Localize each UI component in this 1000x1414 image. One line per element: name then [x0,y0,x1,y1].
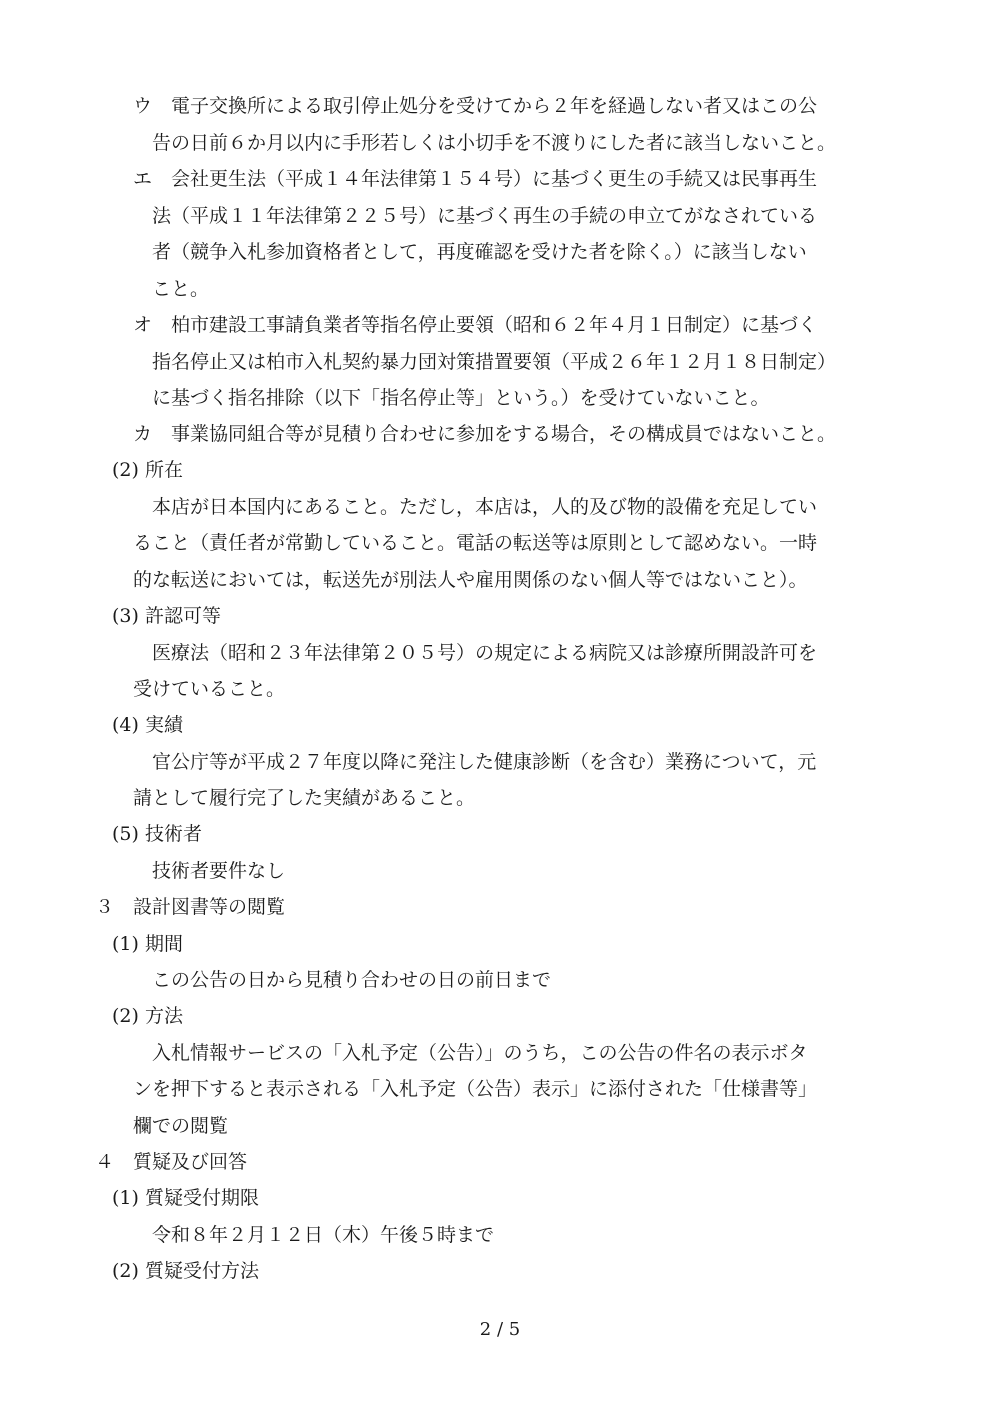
text-line: 入札情報サービスの「入札予定（公告）」のうち，この公告の件名の表示ボタ [152,1042,808,1064]
text-line: 令和８年２月１２日（木）午後５時まで [152,1224,495,1246]
text-line: 欄での閲覧 [133,1115,229,1137]
page-number: 2 / 5 [479,1319,521,1340]
text-line: カ 事業協同組合等が見積り合わせに参加をする場合，その構成員ではないこと。 [133,423,837,445]
text-line: この公告の日から見積り合わせの日の前日まで [152,969,552,991]
text-line: ること（責任者が常勤していること。電話の転送等は原則として認めない。一時 [133,532,818,554]
text-line: 告の日前６か月以内に手形若しくは小切手を不渡りにした者に該当しないこと。 [152,132,837,154]
text-line: エ 会社更生法（平成１４年法律第１５４号）に基づく更生の手続又は民事再生 [133,168,818,190]
text-line: 医療法（昭和２３年法律第２０５号）の規定による病院又は診療所開設許可を [152,642,818,664]
text-line: 受けていること。 [133,678,286,700]
text-line: 請として履行完了した実績があること。 [133,787,476,809]
text-line: オ 柏市建設工事請負業者等指名停止要領（昭和６２年４月１日制定）に基づく [133,314,818,336]
text-line: ンを押下すると表示される「入札予定（公告）表示」に添付された「仕様書等」 [133,1078,818,1100]
text-line: こと。 [152,278,210,300]
text-line: に基づく指名排除（以下「指名停止等」という。）を受けていないこと。 [152,387,770,409]
section-heading: (1) 期間 [112,933,183,955]
section-heading: (4) 実績 [112,714,183,736]
section-heading: (2) 所在 [112,459,183,481]
text-line: 者（競争入札参加資格者として，再度確認を受けた者を除く。）に該当しない [152,241,807,263]
chapter-heading: ３ 設計図書等の閲覧 [95,896,286,918]
section-heading: (1) 質疑受付期限 [112,1187,259,1209]
chapter-heading: ４ 質疑及び回答 [95,1151,248,1173]
text-line: 技術者要件なし [152,860,286,882]
section-heading: (2) 方法 [112,1005,183,1027]
text-line: 的な転送においては，転送先が別法人や雇用関係のない個人等ではないこと）。 [133,569,808,591]
text-line: 官公庁等が平成２７年度以降に発注した健康診断（を含む）業務について，元 [152,751,817,773]
text-line: 法（平成１１年法律第２２５号）に基づく再生の手続の申立てがなされている [152,205,818,227]
text-line: ウ 電子交換所による取引停止処分を受けてから２年を経過しない者又はこの公 [133,95,818,117]
text-line: 指名停止又は柏市入札契約暴力団対策措置要領（平成２６年１２月１８日制定） [152,351,837,373]
section-heading: (5) 技術者 [112,823,202,845]
section-heading: (3) 許認可等 [112,605,221,627]
section-heading: (2) 質疑受付方法 [112,1260,259,1282]
text-line: 本店が日本国内にあること。ただし，本店は，人的及び物的設備を充足してい [152,496,818,518]
